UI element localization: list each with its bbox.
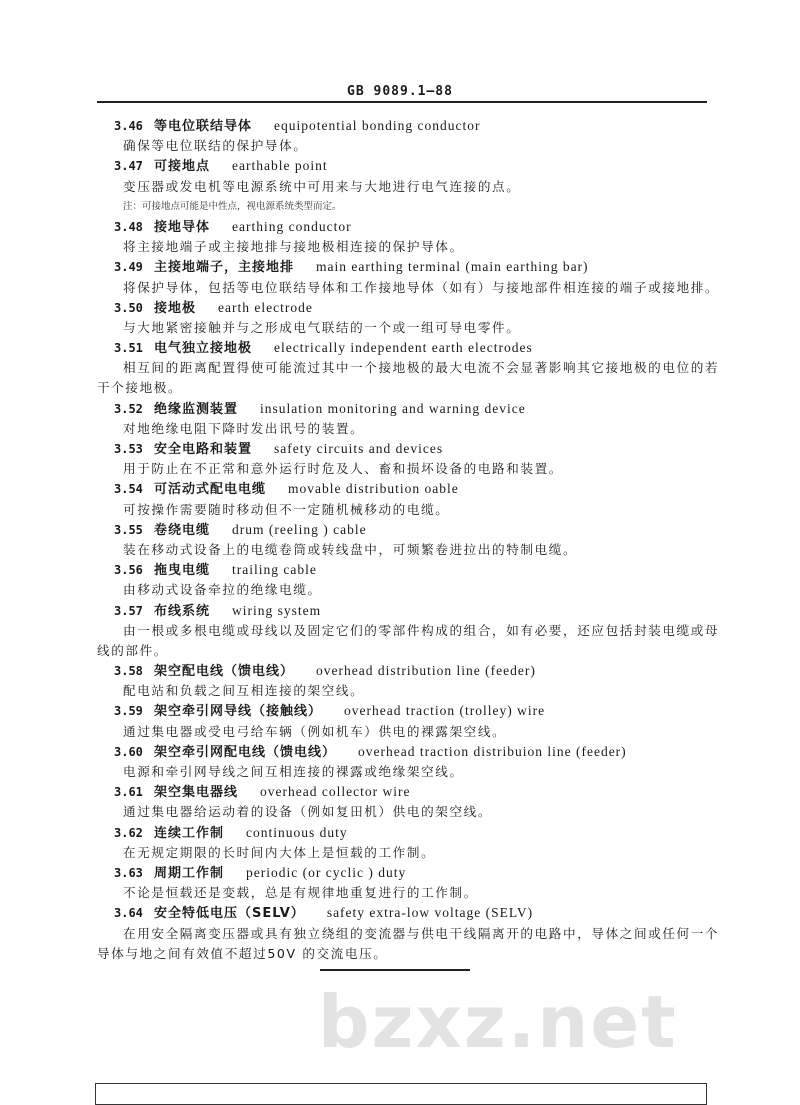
footer-box: [95, 1083, 707, 1105]
term-english: wiring system: [232, 602, 322, 618]
watermark: bzxz.net: [318, 980, 678, 1064]
term-number: 3.46: [114, 119, 143, 133]
term-number: 3.50: [114, 300, 143, 315]
term-definition: 将主接地端子或主接地排与接地极相连接的保护导体。: [123, 239, 464, 255]
term-chinese: 卷绕电缆: [154, 522, 211, 538]
term-entry: [97, 863, 709, 883]
term-entry: [97, 701, 709, 721]
term-english: earthing conductor: [232, 218, 352, 234]
term-english: trailing cable: [232, 562, 317, 578]
term-definition: 在无规定期限的长时间内大体上是恒载的工作制。: [123, 844, 436, 860]
term-definition: 干个接地极。: [97, 380, 183, 396]
end-rule: [320, 969, 470, 971]
term-english: overhead distribution line (feeder): [316, 663, 536, 679]
document-header: GB 9089.1—88: [347, 84, 453, 99]
term-entry: [97, 116, 709, 136]
term-chinese: 安全特低电压（SELV）: [154, 906, 305, 922]
term-number: 3.48: [114, 219, 143, 234]
header-rule: [97, 101, 707, 103]
term-definition: 确保等电位联结的保护导体。: [123, 138, 308, 154]
term-chinese: 周期工作制: [154, 865, 225, 881]
term-entry: [97, 298, 709, 318]
term-chinese: 架空集电器线: [154, 785, 239, 801]
term-number: 3.49: [114, 260, 143, 275]
term-entry: [97, 560, 709, 580]
term-number: 3.58: [114, 664, 143, 679]
term-definition: 通过集电器或受电弓给车辆（例如机车）供电的裸露架空线。: [123, 723, 507, 739]
term-entry: [97, 742, 709, 762]
term-chinese: 主接地端子，主接地排: [154, 260, 295, 276]
term-chinese: 连续工作制: [154, 825, 225, 841]
term-english: earth electrode: [218, 299, 313, 315]
term-english: overhead traction (trolley) wire: [344, 703, 546, 719]
term-english: overhead traction distribuion line (feeder): [358, 743, 627, 759]
term-definition: 对地绝缘电阻下降时发出讯号的装置。: [123, 420, 365, 436]
term-chinese: 安全电路和装置: [154, 442, 253, 457]
term-number: 3.64: [114, 906, 143, 921]
terms-list: [97, 116, 720, 964]
term-english: earthable point: [232, 158, 328, 174]
term-english: safety circuits and devices: [274, 441, 444, 456]
term-number: 3.47: [114, 159, 143, 174]
term-chinese: 架空配电线（馈电线）: [154, 664, 295, 680]
term-chinese: 电气独立接地极: [154, 341, 253, 357]
term-chinese: 可接地点: [154, 159, 211, 175]
term-english: movable distribution oable: [288, 481, 459, 497]
term-number: 3.61: [114, 785, 143, 800]
term-english: electrically independent earth electrodes: [274, 340, 533, 356]
term-definition: 变压器或发电机等电源系统中可用来与大地进行电气连接的点。: [123, 178, 521, 194]
term-english: overhead collector wire: [260, 784, 411, 800]
term-entry: [97, 479, 709, 499]
term-chinese: 架空牵引网配电线（馈电线）: [154, 744, 337, 760]
term-entry: [97, 217, 709, 237]
term-english: periodic (or cyclic ) duty: [246, 864, 407, 880]
term-number: 3.63: [114, 865, 143, 880]
term-entry: [97, 338, 709, 358]
term-entry: [97, 399, 709, 419]
term-entry: [97, 156, 709, 176]
term-chinese: 可活动式配电电缆: [154, 482, 267, 498]
term-definition: 不论是恒载还是变载，总是有规律地重复进行的工作制。: [123, 885, 478, 901]
term-definition: 由一根或多根电缆或母线以及固定它们的零部件构成的组合，如有必要，还应包括封装电缆或母: [123, 622, 720, 638]
term-chinese: 接地导体: [154, 219, 211, 235]
term-definition: 可按操作需要随时移动但不一定随机械移动的电缆。: [123, 501, 450, 517]
term-entry: [97, 782, 709, 802]
term-number: 3.55: [114, 522, 143, 537]
term-definition: 与大地紧密接触并与之形成电气联结的一个或一组可导电零件。: [123, 319, 521, 335]
term-number: 3.62: [114, 825, 143, 840]
term-english: main earthing terminal (main earthing bar): [316, 259, 589, 275]
term-definition: 装在移动式设备上的电缆卷筒或转线盘中，可频繁卷进拉出的特制电缆。: [123, 541, 578, 557]
term-definition: 将保护导体，包括等电位联结导体和工作接地导体（如有）与接地部件相连接的端子或接地排。: [123, 279, 720, 295]
term-english: equipotential bonding conductor: [274, 118, 481, 133]
term-english: continuous duty: [246, 824, 348, 840]
term-definition: 用于防止在不正常和意外运行时危及人、畜和损坏设备的电路和装置。: [123, 461, 564, 477]
term-number: 3.53: [114, 442, 143, 456]
term-chinese: 架空牵引网导线（接触线）: [154, 704, 323, 720]
term-definition: 线的部件。: [97, 642, 168, 658]
term-entry: [97, 823, 709, 843]
term-definition: 在用安全隔离变压器或具有独立绕组的变流器与供电干线隔离开的电路中，导体之间或任何一个: [123, 925, 720, 941]
term-definition: 由移动式设备牵拉的绝缘电缆。: [123, 582, 322, 598]
term-entry: [97, 257, 709, 277]
term-number: 3.56: [114, 563, 143, 578]
term-entry: [97, 903, 709, 923]
term-number: 3.52: [114, 401, 143, 416]
term-definition: 配电站和负载之间互相连接的架空线。: [123, 683, 365, 699]
term-chinese: 接地极: [154, 300, 197, 316]
term-chinese: 等电位联结导体: [154, 119, 253, 134]
term-number: 3.60: [114, 744, 143, 759]
term-definition: 通过集电器给运动着的设备（例如复田机）供电的架空线。: [123, 804, 493, 820]
term-chinese: 拖曳电缆: [154, 563, 211, 579]
term-definition: 电源和牵引网导线之间互相连接的裸露或绝缘架空线。: [123, 764, 464, 779]
term-number: 3.54: [114, 482, 143, 497]
term-number: 3.51: [114, 341, 143, 356]
term-chinese: 布线系统: [154, 603, 211, 619]
term-definition: 相互间的距离配置得使可能流过其中一个接地极的最大电流不会显著影响其它接地极的电位的若: [123, 360, 720, 376]
term-number: 3.59: [114, 704, 143, 719]
term-note: 注：可接地点可能是中性点，视电源系统类型而定。: [123, 200, 342, 212]
term-chinese: 绝缘监测装置: [154, 401, 239, 417]
term-english: safety extra-low voltage (SELV): [326, 905, 534, 921]
term-entry: [97, 439, 709, 459]
term-entry: [97, 601, 709, 621]
term-number: 3.57: [114, 603, 143, 618]
term-english: drum (reeling ) cable: [232, 521, 367, 537]
term-entry: [97, 520, 709, 540]
term-english: insulation monitoring and warning device: [260, 400, 526, 416]
term-definition: 导体与地之间有效值不超过50V 的交流电压。: [97, 945, 388, 961]
term-entry: [97, 661, 709, 681]
